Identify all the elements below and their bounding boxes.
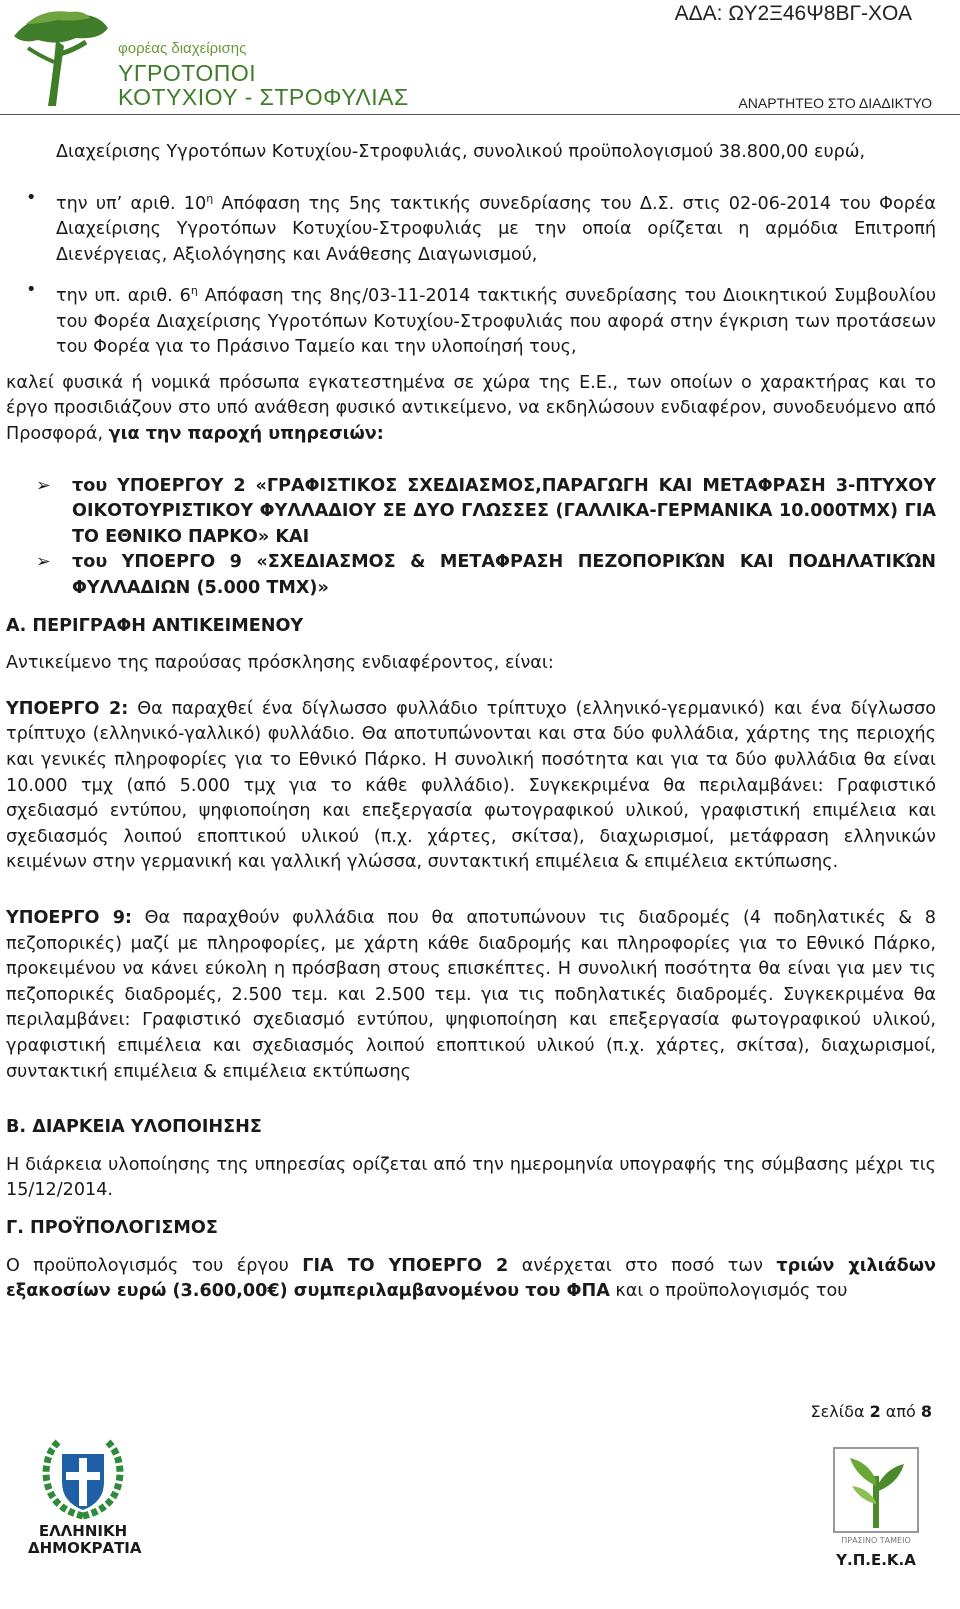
publish-notice: ΑΝΑΡΤΗΤΕΟ ΣΤΟ ΔΙΑΔΙΚΤΥΟ <box>738 95 932 111</box>
green-fund-logo-icon <box>832 1446 920 1534</box>
bullet-item: • την υπ’ αριθ. $10^\eta$ Απόφαση της 5ης τακτικής συνεδρίασης του Δ.Σ. στις 02-06-2014 του Φορέα Διαχείρισης Υγροτόπων Κοτυχίου-Στροφυλιάς με την οποία ορίζεται η αρμόδια Επιτροπή Διενέργειας, Αξιολόγησης και Ανάθεσης Διαγωνισμού, <box>26 187 936 265</box>
subproject-item: ➢ του ΥΠΟΕΡΓΟ 9 «ΣΧΕΔΙΑΣΜΟΣ & ΜΕΤΑΦΡΑΣΗ ΠΕΖΟΠΟΡΙΚΏΝ ΚΑΙ ΠΟΔΗΛΑΤΙΚΏΝ ΦΥΛΛΑΔΙΩΝ (5.000 ΤΜΧ)» <box>36 552 936 599</box>
arrow-bullet-icon: ➢ <box>36 475 51 496</box>
logo-subtitle: φορέας διαχείρισης <box>118 40 247 57</box>
greek-emblem-icon <box>38 1436 128 1522</box>
greek-republic-label: ΕΛΛΗΝΙΚΗ ΔΗΜΟΚΡΑΤΙΑ <box>28 1522 142 1557</box>
logo-title-line2: ΚΟΤΥΧΙΟΥ - ΣΤΡΟΦΥΛΙΑΣ <box>118 84 409 110</box>
section-heading: Α. ΠΕΡΙΓΡΑΦΗ ΑΝΤΙΚΕΙΜΕΝΟΥ <box>6 615 304 636</box>
bullet-icon: • <box>26 187 37 208</box>
bullet-item: • την υπ. αριθ. $6^\eta$ Απόφαση της 8ης/03-11-2014 τακτικής συνεδρίασης του Διοικητικού Συμβουλίου του Φορέα Διαχείρισης Υγροτόπων Κοτυχίου-Στροφυλιάς που αφορά στην έγκριση των προτάσεων του Φορέα για το Πράσινο Ταμείο και την υλοποίησή τους, <box>26 280 936 358</box>
page-number: Σελίδα 2 από 8 <box>810 1402 932 1421</box>
bullet-icon: • <box>26 280 37 301</box>
header-divider <box>0 114 960 115</box>
paragraph: ΥΠΟΕΡΓΟ 2: Θα παραχθεί ένα δίγλωσσο φυλλάδιο τρίπτυχο (ελληνικό-γερμανικό) και ένα δίγλωσσο τρίπτυχο (ελληνικό-γαλλικό) φυλλάδιο. Θα αποτυπώνονται και στα δύο φυλλάδια, χάρτης της περιοχής και γενικές πληροφορίες για το Εθνικό Πάρκο. Η συνολική ποσότητα και για τα δύο φυλλάδια θα είναι 10.000 τμχ (από 5.000 τμχ για το κάθε φυλλάδιο). Συγκεκριμένα θα περιλαμβάνει: Γραφιστικό σχεδιασμό εντύπου, ψηφιοποίηση και επεξεργασία φωτογραφικού υλικού, γραφιστική επιμέλεια και σχεδιασμός λοιπού εποπτικού υλικού (π.χ. χάρτες, σκίτσα), διαχωρισμοί, μετάφραση ελληνικών κειμένων στην γερμανική και γαλλική γλώσσα, συντακτική επιμέλεια & επιμέλεια εκτύπωσης. <box>6 698 936 873</box>
green-fund-label: ΠΡΑΣΙΝΟ ΤΑΜΕΙΟ <box>841 1536 911 1545</box>
section-heading: Γ. ΠΡΟΫΠΟΛΟΓΙΣΜΟΣ <box>6 1217 218 1238</box>
paragraph: Ο προϋπολογισμός του έργου ΓΙΑ ΤΟ ΥΠΟΕΡΓΟ 2 ανέρχεται στο ποσό των τριών χιλιάδων εξακοσίων ευρώ (3.600,00€) συμπεριλαμβανομένου του ΦΠΑ και ο προϋπολογισμός του <box>6 1255 936 1302</box>
arrow-bullet-icon: ➢ <box>36 552 51 573</box>
paragraph: Η διάρκεια υλοποίησης της υπηρεσίας ορίζεται από την ημερομηνία υπογραφής της σύμβασης μέχρι τις 15/12/2014. <box>6 1154 936 1201</box>
ministry-label: Υ.Π.Ε.Κ.Α <box>836 1551 916 1569</box>
document-body <box>6 140 936 1305</box>
call-paragraph: καλεί φυσικά ή νομικά πρόσωπα εγκατεστημένα σε χώρα της Ε.Ε., των οποίων ο χαρακτήρας και το έργο προσιδιάζουν στο υπό ανάθεση φυσικό αντικείμενο, να εκδηλώσουν ενδιαφέρον, συνοδευόμενο από Προσφορά, για την παροχή υπηρεσιών: <box>6 372 936 445</box>
section-heading: Β. ΔΙΑΡΚΕΙΑ ΥΛΟΠΟΙΗΣΗΣ <box>6 1117 262 1138</box>
paragraph: Αντικείμενο της παρούσας πρόσκλησης ενδιαφέροντος, είναι: <box>6 653 554 674</box>
paragraph-continuation: Διαχείρισης Υγροτόπων Κοτυχίου-Στροφυλιάς, συνολικού προϋπολογισμού 38.800,00 ευρώ, <box>56 142 866 162</box>
tree-logo-icon <box>4 6 116 110</box>
ada-code: ΑΔΑ: ΩΥ2Ξ46Ψ8ΒΓ-ΧΟΑ <box>674 2 912 25</box>
logo-title-line1: ΥΓΡΟΤΟΠΟΙ <box>118 60 257 86</box>
subproject-item: ➢ του ΥΠΟΕΡΓΟΥ 2 «ΓΡΑΦΙΣΤΙΚΟΣ ΣΧΕΔΙΑΣΜΟΣ,ΠΑΡΑΓΩΓΗ ΚΑΙ ΜΕΤΑΦΡΑΣΗ 3-ΠΤΥΧΟΥ ΟΙΚΟΤΟΥΡΙΣΤΙΚΟΥ ΦΥΛΛΑΔΙΟΥ ΣΕ ΔΥΟ ΓΛΩΣΣΕΣ (ΓΑΛΛΙΚΑ-ΓΕΡΜΑΝΙΚΑ 10.000ΤΜΧ) ΓΙΑ ΤΟ ΕΘΝΙΚΟ ΠΑΡΚΟ» ΚΑΙ <box>36 475 936 547</box>
paragraph: ΥΠΟΕΡΓΟ 9: Θα παραχθούν φυλλάδια που θα αποτυπώνουν τις διαδρομές (4 ποδηλατικές & 8 πεζοπορικές) μαζί με πληροφορίες, με χάρτη κάθε διαδρομής και πληροφορίες για το Εθνικό Πάρκο, προκειμένου να κάνει εύκολη η πρόσβαση στους επισκέπτες. Η συνολική ποσότητα θα είναι για μεν τις πεζοπορικές διαδρομές, 2.500 τεμ. και 2.500 τεμ. για τις ποδηλατικές διαδρομές. Συγκεκριμένα θα περιλαμβάνει: Γραφιστικό σχεδιασμό εντύπου, ψηφιοποίηση και επεξεργασία φωτογραφικού υλικού, γραφιστική επιμέλεια και σχεδιασμός λοιπού εποπτικού υλικού (π.χ. χάρτες, σκίτσα), διαχωρισμοί, συντακτική επιμέλεια & επιμέλεια εκτύπωσης <box>6 907 937 1082</box>
